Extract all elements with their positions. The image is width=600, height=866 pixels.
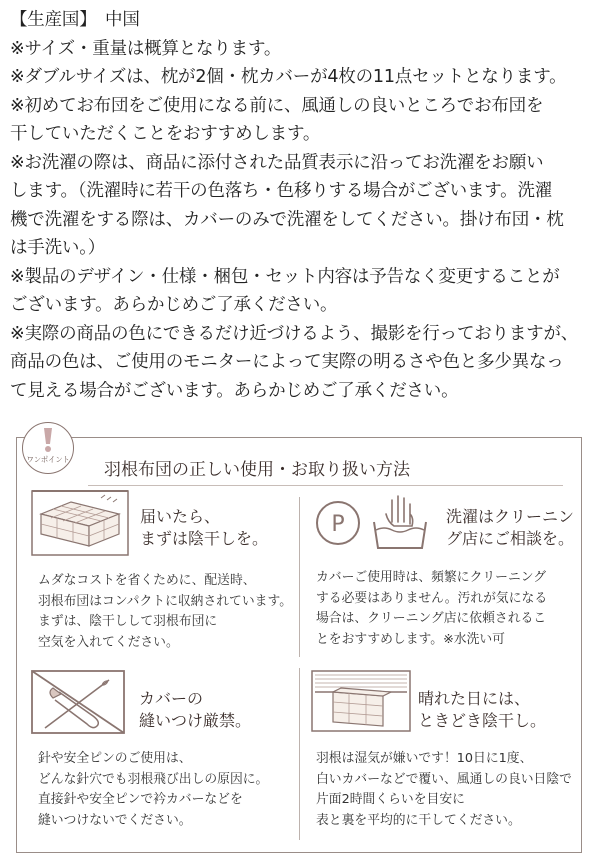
care-box-title: 羽根布団の正しい使用・お取り扱い方法 xyxy=(104,460,410,480)
tip-no-sewing-heading-1: カバーの xyxy=(139,689,204,708)
tip-cleaning-heading xyxy=(446,506,574,550)
tip-sun-drying-heading-1: 晴れた日には、 xyxy=(418,689,531,708)
tip-airing-heading xyxy=(140,506,268,550)
tip-cleaning-heading-1: 洗濯はクリーニン xyxy=(446,507,575,526)
note-washing-cont-3: は手洗い。） xyxy=(10,238,106,258)
tip-no-sewing-line-4: 縫いつけないでください。 xyxy=(38,812,192,828)
note-washing-cont-2: 機で洗濯をする際は、カバーのみで洗濯をしてください。掛け布団・枕 xyxy=(10,209,564,230)
note-first-use: ※初めてお布団をご使用になる前に、風通しの良いところでお布団を xyxy=(10,95,544,116)
tip-no-sewing-line-3: 直接針や安全ピンで衿カバーなどを xyxy=(38,792,243,807)
tip-airing-heading-2: まずは陰干しを。 xyxy=(140,529,269,548)
tip-no-sewing-heading-2: 縫いつけ厳禁。 xyxy=(139,711,252,730)
tip-airing-line-3: まずは、陰干しして羽根布団に xyxy=(38,614,218,629)
svg-text:P: P xyxy=(331,512,345,537)
note-design-change-cont: ございます。あらかじめご了承ください。 xyxy=(10,295,338,315)
tip-airing-line-1: ムダなコストを省くために、配送時、 xyxy=(38,573,256,588)
tip-no-sewing-line-2: どんな針穴でも羽根飛び出しの原因に。 xyxy=(38,771,269,787)
note-washing-cont-1: します。（洗濯時に若干の色落ち・色移りする場合がございます。洗濯 xyxy=(10,181,553,201)
tip-airing-heading-1: 届いたら、 xyxy=(140,507,221,526)
tip-cleaning-heading-2: グ店にご相談を。 xyxy=(446,529,575,548)
dry-clean-hand-wash-icon xyxy=(314,492,434,554)
note-size-weight: ※サイズ・重量は概算となります。 xyxy=(10,38,282,59)
tip-cleaning-line-2: する必要はありません。汚れが気になる xyxy=(316,590,548,606)
tip-sun-drying-heading-2: ときどき陰干し。 xyxy=(418,711,547,730)
title-underline xyxy=(88,485,563,486)
note-color: ※実際の商品の色にできるだけ近づけるよう、撮影を行っておりますが、 xyxy=(10,323,579,344)
note-double-set: ※ダブルサイズは、枕が2個・枕カバーが4枚の11点セットとなります。 xyxy=(10,67,567,87)
tip-sun-drying-line-4: 表と裏を平均的に干してください。 xyxy=(316,812,521,828)
tip-no-sewing-body xyxy=(38,749,268,831)
tip-sun-drying-heading xyxy=(418,688,546,732)
tip-sun-drying-line-1: 羽根は湿気が嫌いです！10日に1度、 xyxy=(316,751,533,766)
tip-sun-drying-line-3: 片面2時間くらいを目安に xyxy=(316,792,465,807)
sun-drying-futon-icon xyxy=(311,670,411,732)
tip-cleaning-line-4: とをおすすめします。※水洗い可 xyxy=(316,631,505,647)
tip-no-sewing-heading xyxy=(139,688,251,732)
badge-label: ワンポイント xyxy=(26,455,70,464)
note-color-cont-2: て見える場合がございます。あらかじめご了承ください。 xyxy=(10,380,459,401)
folded-futon-icon xyxy=(31,490,129,556)
tip-no-sewing-line-1: 針や安全ピンのご使用は、 xyxy=(38,751,192,766)
note-origin: 【生産国】 中国 xyxy=(10,10,140,30)
tip-airing-body xyxy=(38,571,292,653)
tip-sun-drying-body xyxy=(316,749,572,831)
note-design-change: ※製品のデザイン・仕様・梱包・セット内容は予告なく変更することが xyxy=(10,266,560,287)
one-point-badge xyxy=(22,422,74,474)
tip-cleaning-line-1: カバーご使用時は、頻繁にクリーニング xyxy=(316,570,547,585)
exclamation-icon xyxy=(41,427,55,453)
tip-cleaning-line-3: 場合は、クリーニング店に依頼されるこ xyxy=(316,611,547,626)
note-washing: ※お洗濯の際は、商品に添付された品質表示に沿ってお洗濯をお願い xyxy=(10,152,544,173)
note-first-use-cont: 干していただくことをおすすめします。 xyxy=(10,124,321,144)
note-color-cont-1: 商品の色は、ご使用のモニターによって実際の明るさや色と多少異なっ xyxy=(10,352,564,372)
tip-airing-line-2: 羽根布団はコンパクトに収納されています。 xyxy=(38,593,293,609)
tip-sun-drying-line-2: 白いカバーなどで覆い、風通しの良い日陰で xyxy=(316,771,572,787)
tip-cleaning-body xyxy=(316,568,547,650)
tip-airing-line-4: 空気を入れてください。 xyxy=(38,634,179,650)
no-safety-pin-icon xyxy=(31,670,125,734)
product-notes xyxy=(10,6,595,405)
column-divider-bottom xyxy=(299,668,300,840)
column-divider-top xyxy=(299,497,300,657)
